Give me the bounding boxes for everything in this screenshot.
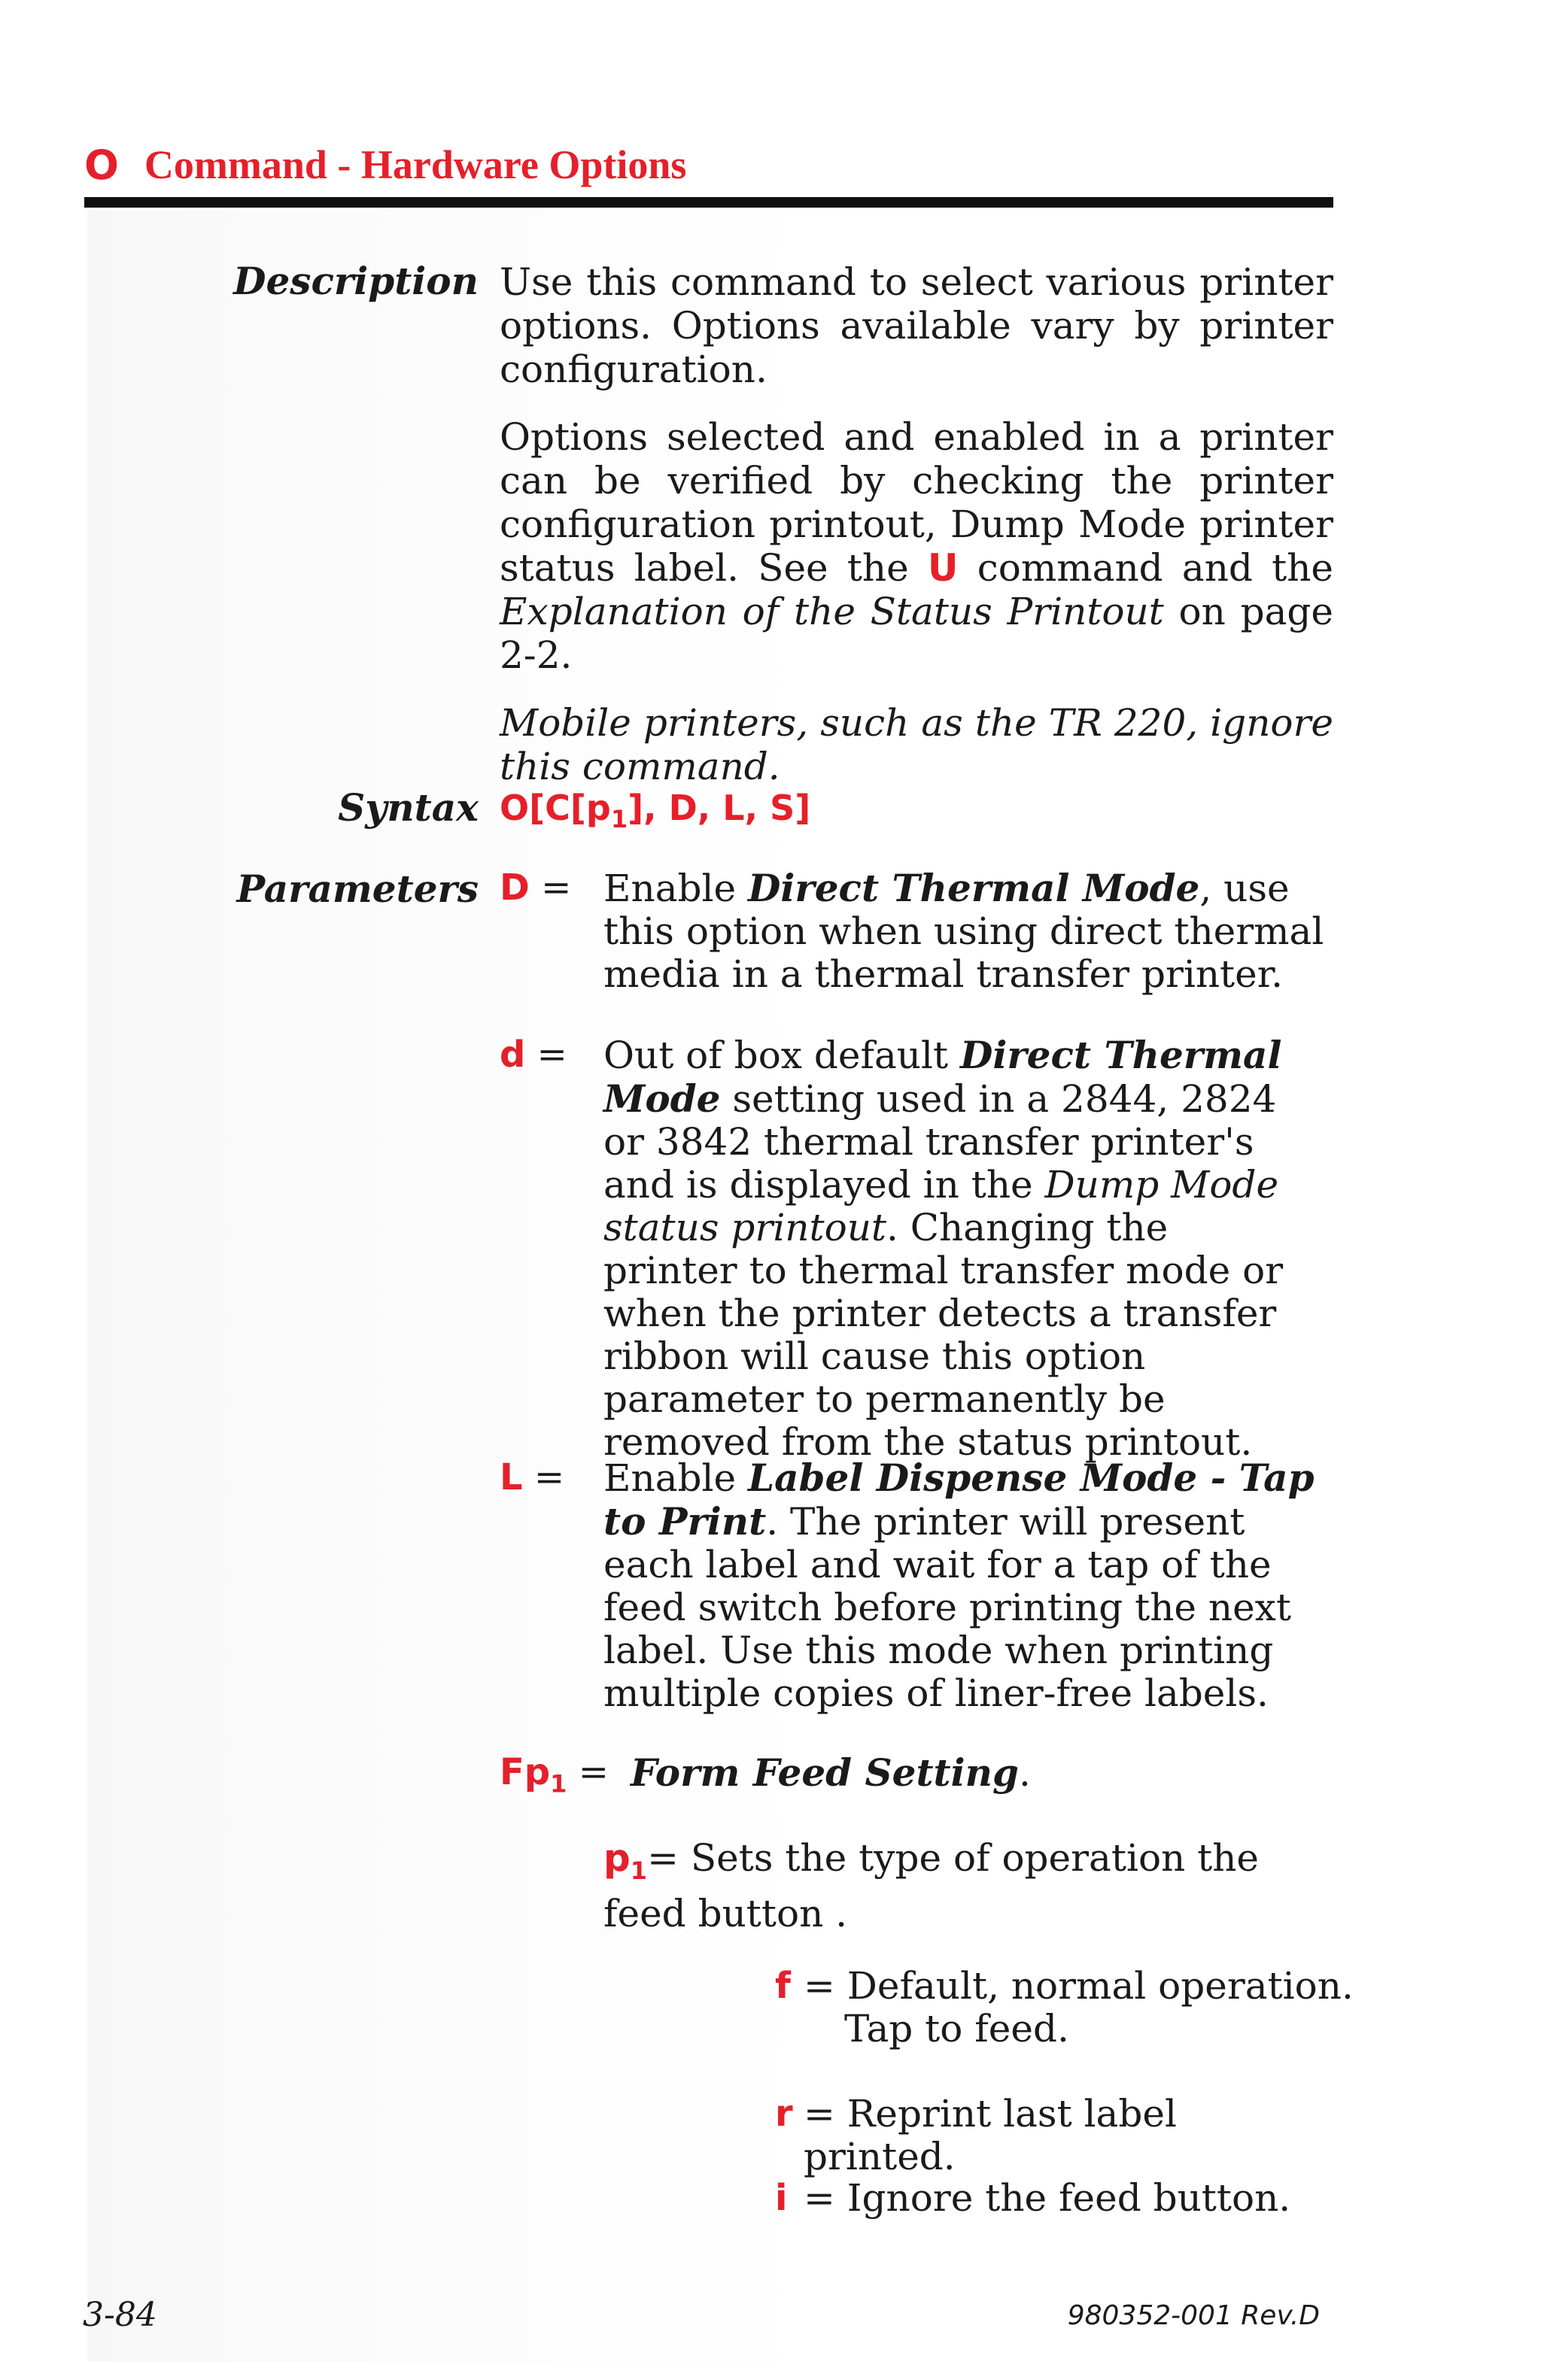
param-d-text: Out of box default Direct Thermal Mode setting used in a 2844, 2824 or 3842 thermal transfer printer's and is displayed in the Dump Mode status printout. Changing the printer to thermal transfer mode or when the printer detects a transfer ribbon will cause this option parameter to permanently be removed from the status printout. — [603, 1033, 1284, 1464]
param-L-text: Enable Label Dispense Mode - Tap to Print. The printer will present each label and wait for a tap of the feed switch before printing the next label. Use this mode when printing multiple copies of liner-free labels. — [603, 1456, 1315, 1715]
param-Fp1-text: Form Feed Setting. — [631, 1750, 1031, 1795]
param-r-key: r — [775, 2093, 793, 2135]
description-paragraph-2: Options selected and enabled in a printer can be verified by checking the printer configuration printout, Dump Mode printer status label. See the U command and the Explanation of the Status Printout on page 2-2. — [500, 415, 1333, 677]
syntax-body — [500, 785, 1333, 841]
param-D-key: D = — [500, 867, 572, 909]
description-label: Description — [233, 259, 479, 303]
u-command-ref: U — [927, 546, 959, 590]
param-Fp1-key: $Fp_1$ = — [500, 1751, 609, 1799]
param-f-key: f — [775, 1965, 791, 2007]
syntax-label: Syntax — [338, 785, 479, 830]
syntax-string: $O[C[p_1]$, D, L, S] — [500, 788, 811, 834]
description-paragraph-3: Mobile printers, such as the TR 220, ignore this command. — [500, 701, 1333, 788]
description-paragraph-1: Use this command to select various printer options. Options available vary by printer configuration. — [500, 260, 1333, 391]
document-number: 980352-001 Rev.D — [1067, 2300, 1320, 2331]
description-body — [500, 260, 1333, 788]
parameters-label: Parameters — [236, 867, 479, 911]
param-p1-text: $p_1=$ Sets the type of operation the feed button . — [603, 1836, 1260, 1935]
param-f-text: = Default, normal operation. Tap to feed. — [804, 1964, 1354, 2051]
param-i-text: = Ignore the feed button. — [804, 2176, 1291, 2220]
status-printout-ref: Explanation of the Status Printout — [500, 590, 1164, 633]
page-number: 3-84 — [83, 2296, 157, 2334]
param-L-key: L = — [500, 1456, 565, 1498]
param-D-text: Enable Direct Thermal Mode, use this option when using direct thermal media in a thermal transfer printer. — [603, 866, 1324, 996]
param-p1-key: $p_1$ — [603, 1836, 648, 1885]
param-d-key: d = — [500, 1034, 567, 1076]
header-rule — [84, 197, 1333, 208]
section-title: Command - Hardware Options — [144, 142, 687, 187]
param-i-key: i — [775, 2177, 788, 2219]
command-letter: O — [84, 141, 119, 189]
section-header — [84, 138, 686, 191]
param-r-text: = Reprint last label printed. — [804, 2092, 1177, 2178]
